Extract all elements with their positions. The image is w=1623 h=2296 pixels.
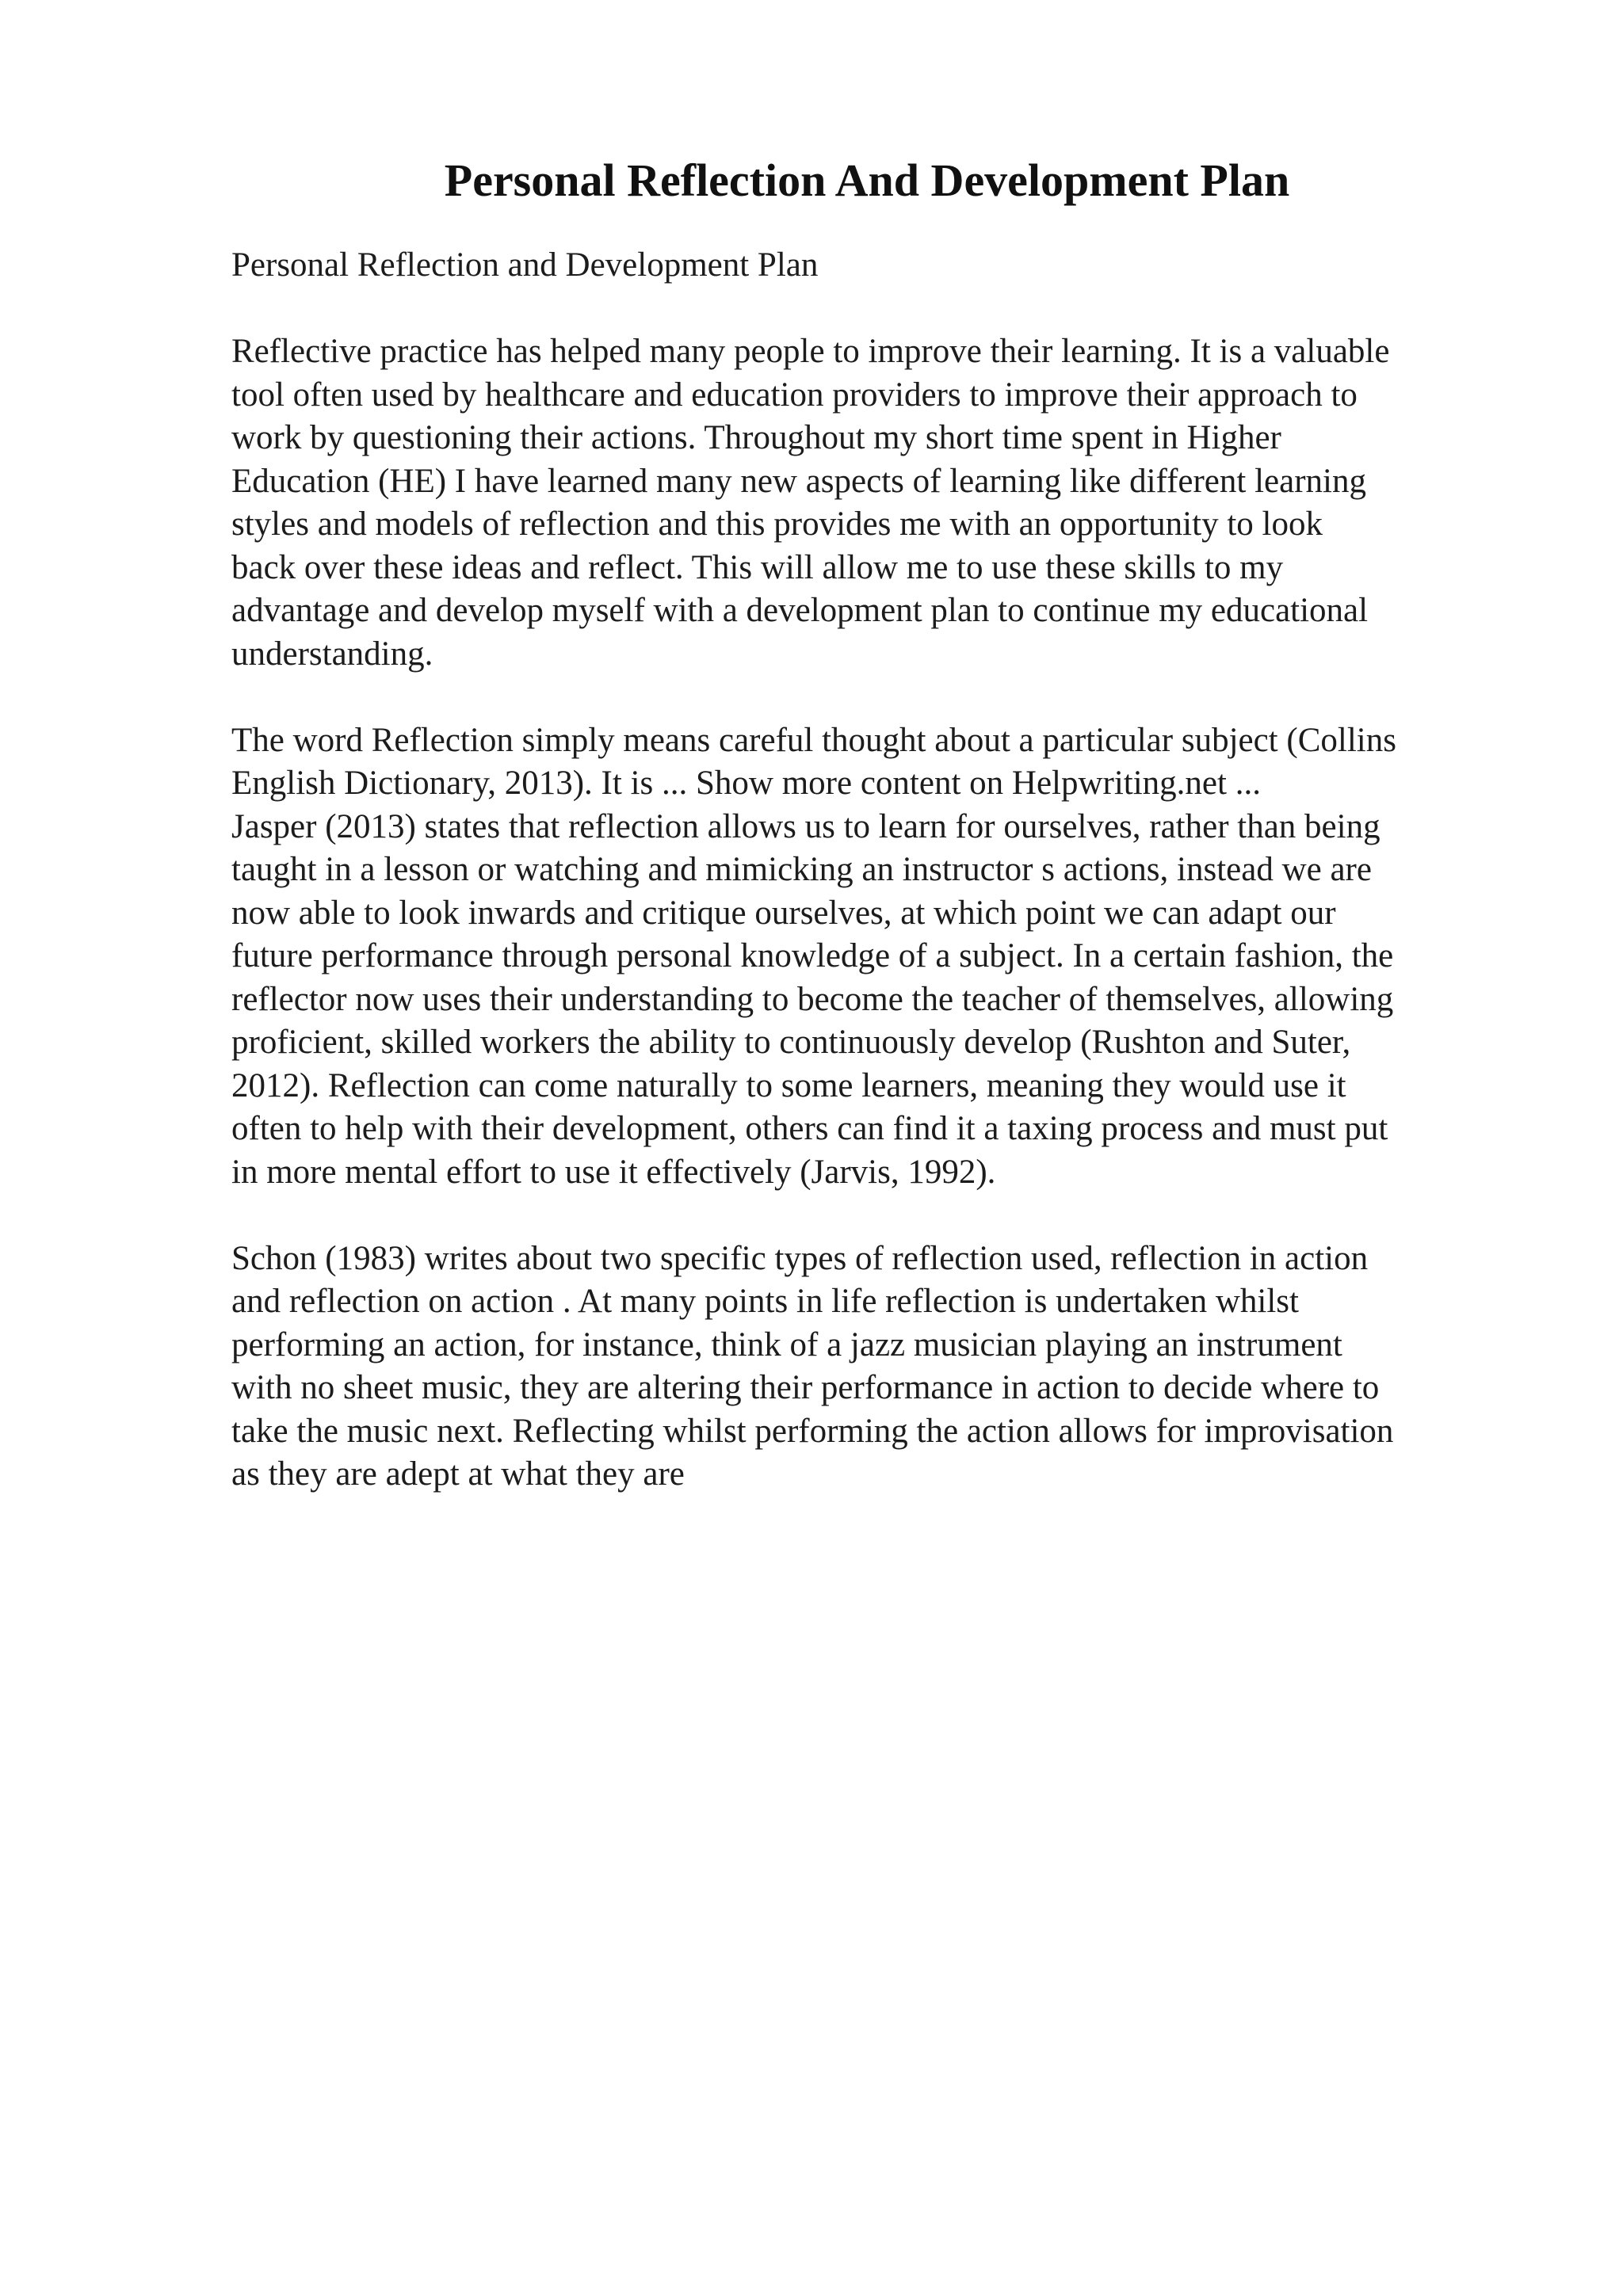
text-line: reflector now uses their understanding to become the teacher of themselves, allowing bbox=[231, 980, 1394, 1018]
text-line: in more mental effort to use it effectively (Jarvis, 1992). bbox=[231, 1153, 996, 1191]
text-line: styles and models of reflection and this provides me with an opportunity to look bbox=[231, 505, 1323, 543]
document-body bbox=[231, 244, 1499, 1497]
text-line: and reflection on action . At many points in life reflection is undertaken whilst bbox=[231, 1283, 1299, 1320]
text-line: Schon (1983) writes about two specific types of reflection used, reflection in action bbox=[231, 1239, 1369, 1277]
paragraph-gap bbox=[231, 1194, 1499, 1238]
text-line: English Dictionary, 2013). It is ... Show more content on Helpwriting.net ... bbox=[231, 765, 1261, 802]
text-line: back over these ideas and reflect. This will allow me to use these skills to my bbox=[231, 548, 1284, 586]
text-line: Jasper (2013) states that reflection allows us to learn for ourselves, rather than being bbox=[231, 807, 1381, 845]
paragraph-3 bbox=[231, 1238, 1499, 1497]
text-line: advantage and develop myself with a development plan to continue my educational bbox=[231, 592, 1369, 629]
text-line: with no sheet music, they are altering their performance in action to decide where to bbox=[231, 1369, 1380, 1406]
paragraph-gap bbox=[231, 676, 1499, 719]
text-line: tool often used by healthcare and education providers to improve their approach to bbox=[231, 376, 1358, 414]
text-line: 2012). Reflection can come naturally to some learners, meaning they would use it bbox=[231, 1066, 1346, 1104]
text-line: performing an action, for instance, think of a jazz musician playing an instrument bbox=[231, 1325, 1342, 1363]
paragraph-2 bbox=[231, 719, 1499, 1195]
text-line: work by questioning their actions. Throughout my short time spent in Higher bbox=[231, 419, 1281, 456]
text-line: future performance through personal knowledge of a subject. In a certain fashion, the bbox=[231, 937, 1394, 974]
text-line: Education (HE) I have learned many new aspects of learning like different learning bbox=[231, 462, 1366, 500]
text-line: The word Reflection simply means careful thought about a particular subject (Collins bbox=[231, 721, 1396, 759]
text-line: often to help with their development, others can find it a taxing process and must put bbox=[231, 1110, 1388, 1147]
text-line: proficient, skilled workers the ability to continuously develop (Rushton and Suter, bbox=[231, 1024, 1351, 1061]
paragraph-gap bbox=[231, 288, 1499, 331]
text-line: take the music next. Reflecting whilst performing the action allows for improvisation bbox=[231, 1412, 1394, 1450]
text-line: taught in a lesson or watching and mimicking an instructor s actions, instead we are bbox=[231, 851, 1372, 888]
paragraph-1 bbox=[231, 330, 1499, 676]
document-title: Personal Reflection And Development Plan bbox=[444, 154, 1290, 206]
text-line: understanding. bbox=[231, 635, 433, 673]
document-subtitle: Personal Reflection and Development Plan bbox=[231, 246, 819, 284]
text-line: now able to look inwards and critique ourselves, at which point we can adapt our bbox=[231, 894, 1336, 932]
text-line: Reflective practice has helped many people to improve their learning. It is a valuable bbox=[231, 333, 1390, 370]
text-line: as they are adept at what they are bbox=[231, 1455, 685, 1493]
